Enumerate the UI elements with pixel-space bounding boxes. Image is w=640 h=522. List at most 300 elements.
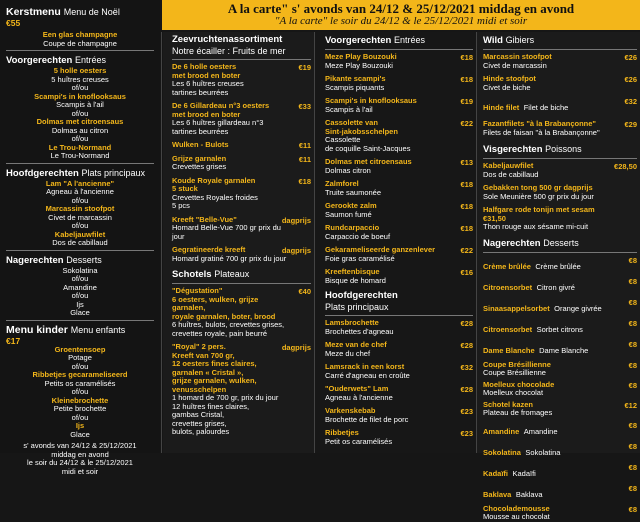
starter-item-translation: Foie gras caramélisé xyxy=(325,253,395,263)
fish-item-name: Gebakken tong 500 gr dagprijs xyxy=(483,183,593,192)
dessert-name: Dame Blanche xyxy=(483,345,535,355)
starter-item-name: Rundcarpaccio xyxy=(325,223,380,232)
plateau-item-name: Kreeft van 700 gr, xyxy=(172,350,235,360)
dessert-translation: Orange givrée xyxy=(554,303,602,313)
seafood-item-translation: tartines beurrées xyxy=(172,87,229,97)
seafood-item-name: met brood en boter xyxy=(172,109,241,119)
fish-item xyxy=(483,184,637,201)
dessert-item xyxy=(483,319,637,337)
starter-item-price: €16 xyxy=(460,268,473,277)
starter-item xyxy=(325,224,473,241)
starters-header-title: Voorgerechten xyxy=(325,35,392,46)
dessert-translation: Kadaïfi xyxy=(512,468,536,478)
hoofd-item-nl: Kabeljauwfilet xyxy=(54,229,106,239)
dessert-price: €8 xyxy=(628,441,637,451)
plateaux-header-title: Schotels xyxy=(172,269,212,280)
fish-item xyxy=(483,162,637,179)
dessert-header-subtitle: Desserts xyxy=(543,237,579,248)
dessert-name: Amandine xyxy=(483,426,520,436)
seafood-item-price: €11 xyxy=(298,154,311,164)
dessert-item xyxy=(483,256,637,274)
game-item-translation: Civet de biche xyxy=(483,82,531,92)
nager-list xyxy=(6,267,154,318)
dessert-item xyxy=(483,381,637,398)
dessert-price: €8 xyxy=(628,483,637,493)
main-item-price: €28 xyxy=(460,319,473,328)
dessert-price: €8 xyxy=(628,297,637,307)
dessert-line xyxy=(483,319,619,337)
hoofd-item-nl: Lam "A l'ancienne" xyxy=(45,178,115,188)
hoofdgerechten-header-subtitle: Plats principaux xyxy=(81,167,146,178)
dessert-price: €8 xyxy=(628,462,637,472)
starter-item-translation: Truite saumonée xyxy=(325,187,382,197)
hoofd-item-nl: Marcassin stoofpot xyxy=(45,204,115,213)
starter-item-price: €18 xyxy=(460,202,473,211)
divider xyxy=(6,163,154,164)
dessert-name: Sinaasappelsorbet xyxy=(483,303,550,313)
dessert-price: €8 xyxy=(628,255,637,265)
hoofd-item-fr: Agneau à l'ancienne xyxy=(46,187,114,196)
mains-title: Hoofdgerechten xyxy=(325,290,398,301)
main-item-translation: Petit os caramélisés xyxy=(325,436,393,446)
starter-item-translation: Bisque de homard xyxy=(325,275,386,285)
main-item xyxy=(325,319,473,336)
nagerechten-header-title: Nagerechten xyxy=(6,254,64,266)
plateau-item-translation: bulots, palourdes xyxy=(172,427,230,436)
dessert-line xyxy=(483,442,619,460)
dessert-translation: Baklava xyxy=(515,489,543,499)
dessert-line xyxy=(483,484,619,502)
seafood-item-translation: 5 pcs xyxy=(172,201,190,210)
plateau-item-translation: 1 homard de 700 gr, prix du jour xyxy=(172,393,279,402)
divider xyxy=(325,49,473,50)
starter-item-name: Pikante scampi's xyxy=(325,74,386,83)
banner-line-nl: A la carte" s' avonds van 24/12 & 25/12/2021 middag en avond xyxy=(227,1,575,16)
main-item-price: €28 xyxy=(460,341,473,350)
kinder-subtitle: Menu enfants xyxy=(70,324,126,335)
kinder-or: of/ou xyxy=(71,387,89,396)
footer-line: midi et soir xyxy=(61,466,99,476)
game-item-price: €26 xyxy=(624,75,637,84)
dessert-translation: Citron givré xyxy=(536,282,575,292)
kinder-price: €17 xyxy=(6,335,21,346)
starter-item-price: €19 xyxy=(460,97,473,106)
game-item-price: €29 xyxy=(624,120,637,129)
hoofdgerechten-header-title: Hoofdgerechten xyxy=(6,167,79,179)
kinder-item-fr: Petits os caramélisés xyxy=(44,378,116,388)
dessert-price: €8 xyxy=(628,318,637,328)
nager-item: of/ou xyxy=(71,291,89,300)
fish-item-translation: Thon rouge aux sésame mi-cuit xyxy=(483,222,589,231)
kinder-footer xyxy=(6,442,154,476)
starter-item-price: €13 xyxy=(460,158,473,167)
dessert-name: Moelleux chocolade xyxy=(483,379,555,389)
voor-item-nl: Dolmas met citroensaus xyxy=(36,117,124,126)
dessert-translation: Sorbet citrons xyxy=(536,324,583,334)
kinder-item-nl: Ijs xyxy=(75,421,85,430)
starter-item xyxy=(325,75,473,92)
main-item-translation: Brochette de filet de porc xyxy=(325,414,409,424)
starter-item-translation: de coquille Saint-Jacques xyxy=(325,143,411,153)
dessert-line xyxy=(483,277,619,295)
dessert-name: Baklava xyxy=(483,489,512,499)
starter-item-name: Gerookte zalm xyxy=(325,201,377,210)
main-item-translation: Meze du chef xyxy=(325,348,371,358)
seafood-item xyxy=(172,177,311,211)
divider xyxy=(6,250,154,251)
plateau-item-name: "Royal" 2 pers. xyxy=(172,342,226,351)
main-item-price: €23 xyxy=(460,429,473,438)
fish-item xyxy=(483,206,637,232)
seafood-item-name: Grijze garnalen xyxy=(172,153,227,163)
seafood-item-price: €19 xyxy=(298,63,311,72)
seafood-item-translation: Homard Belle-Vue 700 gr prix du jour xyxy=(172,223,281,241)
nager-item: Amandine xyxy=(63,282,97,292)
game-item-translation: Civet de marcassin xyxy=(483,60,547,70)
dessert-line xyxy=(483,421,619,439)
main-item-translation: Agneau à l'ancienne xyxy=(325,392,393,402)
dessert-name: Schotel kazen xyxy=(483,399,534,409)
plateau-item-translation: crevettes grises, xyxy=(172,418,227,428)
game-item-price: €26 xyxy=(624,53,637,62)
starter-item xyxy=(325,202,473,219)
nager-item: of/ou xyxy=(71,274,89,283)
starter-item-translation: Scampis à l'ail xyxy=(325,104,373,114)
dessert-name: Crème brûlée xyxy=(483,261,531,271)
main-item-name: Lamsrack in een korst xyxy=(325,362,405,371)
fish-item-name: Halfgare rode tonijn met sesam €31,50 xyxy=(483,205,595,223)
divider xyxy=(483,252,637,253)
banner-line-fr: "A la carte" le soir du 24/12 & le 25/12/2021 midi et soir xyxy=(274,15,528,27)
dessert-line xyxy=(483,256,619,274)
mains-subtitle: Plats principaux xyxy=(325,302,389,312)
voorgerechten-header-subtitle: Entrées xyxy=(74,55,107,65)
seafood-item xyxy=(172,246,311,263)
nagerechten-header-subtitle: Desserts xyxy=(66,254,102,265)
starter-item xyxy=(325,97,473,114)
dessert-item xyxy=(483,277,637,295)
divider xyxy=(483,49,637,50)
dessert-translation: Amandine xyxy=(523,426,558,436)
game-item-name: Fazantfilets "à la Brabançonne" xyxy=(483,119,596,128)
footer-line: le soir du 24/12 & le 25/12/2021 xyxy=(27,458,133,467)
starter-item-name: Kreeftenbisque xyxy=(325,267,380,276)
starters-header-subtitle: Entrées xyxy=(393,35,426,45)
fish-header-title: Visgerechten xyxy=(483,144,543,155)
starter-item-translation: Scampis piquants xyxy=(325,82,385,92)
plateaux-header xyxy=(172,268,311,281)
dessert-translation: Coupe Brésillienne xyxy=(483,368,546,377)
hoofdgerechten-header xyxy=(6,167,154,180)
footer-line: middag en avond xyxy=(51,449,109,459)
starter-item-translation: Cassolette xyxy=(325,135,361,144)
seafood-item-translation: Homard gratiné 700 gr prix du jour xyxy=(172,253,287,263)
starter-item xyxy=(325,268,473,285)
dessert-header-title: Nagerechten xyxy=(483,237,541,249)
plateaux-header-subtitle: Plateaux xyxy=(214,269,250,279)
voor-or: of/ou xyxy=(71,134,89,143)
nagerechten-header xyxy=(6,254,154,267)
voor-item-nl: Le Trou-Normand xyxy=(48,142,112,152)
starter-item-price: €22 xyxy=(460,119,473,128)
dessert-line xyxy=(483,463,619,481)
seafood-item xyxy=(172,141,311,150)
kerst-price: €55 xyxy=(6,18,21,28)
plateau-item-name: garnalen « Cristal », xyxy=(172,367,244,377)
game-item-name: Hinde stoofpot xyxy=(483,74,536,83)
game-item-name: Marcassin stoofpot xyxy=(483,52,552,61)
starter-item-price: €18 xyxy=(460,75,473,84)
dessert-name: Citroensorbet xyxy=(483,324,533,334)
starter-item xyxy=(325,119,473,153)
dessert-price: €8 xyxy=(628,339,637,349)
kinder-or: of/ou xyxy=(71,361,89,371)
seafood-item-name: De 6 holle oesters xyxy=(172,62,237,71)
main-item xyxy=(325,407,473,424)
main-item-price: €28 xyxy=(460,385,473,394)
game-header xyxy=(483,34,637,47)
seafood-item-translation: tartines beurrées xyxy=(172,126,229,136)
starter-item-translation: Saumon fumé xyxy=(325,209,372,219)
hoofd-item-fr: Dos de cabillaud xyxy=(52,238,108,247)
game-item-line xyxy=(483,97,619,115)
dessert-name: Kadaïfi xyxy=(483,468,509,478)
fish-item-price: €28,50 xyxy=(614,162,637,171)
game-header-subtitle: Gibiers xyxy=(505,35,535,45)
seafood-item-name: 5 stuck xyxy=(172,184,198,193)
kinder-list xyxy=(6,346,154,440)
starter-item xyxy=(325,53,473,70)
game-item-price: €32 xyxy=(624,97,637,106)
seafood-item xyxy=(172,155,311,172)
kinder-item-fr: Potage xyxy=(68,353,92,362)
plateau-item-translation: gambas Cristal, xyxy=(172,410,225,419)
game-item-translation: Filet de biche xyxy=(523,103,569,112)
main-item-name: Lamsbrochette xyxy=(325,318,379,327)
aperitif-nl: Een glas champagne xyxy=(42,30,118,39)
plateau-item-translation: crevettes royale, pain beurré xyxy=(172,328,268,338)
starter-item-name: Sint-jakobsschelpen xyxy=(325,126,398,136)
kinder-item-nl: Groentensoep xyxy=(54,344,106,354)
starters-header xyxy=(325,34,473,47)
dessert-line xyxy=(483,340,619,358)
fish-header xyxy=(483,143,637,156)
seafood-item-price: €33 xyxy=(298,102,311,111)
dessert-price: €8 xyxy=(628,420,637,430)
plateau-item-name: "Dégustation" xyxy=(172,286,223,295)
kinder-item-nl: Ribbetjes gecarameliseerd xyxy=(32,370,128,379)
main-item-name: "Ouderwets" Lam xyxy=(325,384,389,393)
divider xyxy=(325,315,473,316)
dessert-item xyxy=(483,298,637,316)
main-item xyxy=(325,385,473,402)
dessert-item xyxy=(483,463,637,481)
plateau-item xyxy=(172,343,311,437)
seafood-subtitle: Notre écailler : Fruits de mer xyxy=(172,46,286,56)
dessert-price: €8 xyxy=(628,380,637,390)
starter-item xyxy=(325,158,473,175)
kinder-title: Menu kinder xyxy=(6,323,68,336)
starters-mains-column xyxy=(315,32,476,453)
divider xyxy=(172,59,311,60)
aperitif xyxy=(6,31,154,48)
seafood-item-name: Koude Royale garnalen xyxy=(172,175,256,185)
seafood-item-name: Kreeft "Belle-Vue" xyxy=(172,214,237,224)
dessert-item xyxy=(483,505,637,522)
plateau-item-name: 12 oesters fines claires, xyxy=(172,359,257,368)
voor-list xyxy=(6,67,154,161)
starter-item-name: Meze Play Bouzouki xyxy=(325,52,397,61)
voor-item-nl: Scampi's in knoflooksaus xyxy=(34,91,126,101)
fish-header-subtitle: Poissons xyxy=(545,144,582,154)
plateau-item xyxy=(172,287,311,338)
seafood-item-price: €11 xyxy=(298,141,311,150)
seafood-item-translation: Crevettes Royales froides xyxy=(172,192,258,202)
dessert-translation: Dame Blanche xyxy=(539,345,589,355)
main-item xyxy=(325,429,473,446)
starter-item-price: €18 xyxy=(460,53,473,62)
divider xyxy=(6,320,154,321)
voorgerechten-header-title: Voorgerechten xyxy=(6,55,73,66)
kinder-header xyxy=(6,324,154,336)
footer-line: s' avonds van 24/12 & 25/12/2021 xyxy=(23,441,137,450)
starter-item-price: €18 xyxy=(460,180,473,189)
dessert-item xyxy=(483,484,637,502)
seafood-item-price: dagprijs xyxy=(281,215,311,225)
dessert-name: Chocolademousse xyxy=(483,503,550,513)
starter-item-price: €18 xyxy=(460,224,473,233)
starter-item-translation: Meze Play Bouzouki xyxy=(325,60,393,70)
starter-item-name: Scampi's in knoflooksaus xyxy=(325,96,417,105)
starter-item xyxy=(325,246,473,263)
seafood-title: Zeevruchtenassortiment xyxy=(172,34,283,45)
dessert-price: €8 xyxy=(628,360,637,370)
main-item-price: €32 xyxy=(460,363,473,372)
plateau-item-price: €40 xyxy=(298,287,311,296)
hoofd-list xyxy=(6,180,154,248)
dessert-translation: Moelleux chocolat xyxy=(483,388,544,397)
date-banner xyxy=(162,0,640,30)
dessert-translation: Crème brûlée xyxy=(535,261,581,271)
hoofd-or: of/ou xyxy=(71,221,89,230)
dessert-translation: Plateau de fromages xyxy=(483,408,553,417)
voor-item-fr: Le Trou-Normand xyxy=(50,151,110,160)
main-item-translation: Carré d'agneau en croûte xyxy=(325,370,410,380)
plateau-item-price: dagprijs xyxy=(281,343,311,352)
seafood-item xyxy=(172,63,311,97)
voor-item-fr: Scampis à l'ail xyxy=(56,100,104,109)
main-item-name: Varkenskebab xyxy=(325,406,376,415)
main-item-price: €23 xyxy=(460,407,473,416)
plateau-item-name: 6 oesters, wulken, grijze garnalen, xyxy=(172,294,259,312)
dessert-name: Coupe Brésillienne xyxy=(483,359,551,369)
fish-item-translation: Sole Meunière 500 gr prix du jour xyxy=(483,191,594,201)
starter-item-translation: Dolmas citron xyxy=(325,165,371,175)
dessert-item xyxy=(483,340,637,358)
main-item xyxy=(325,363,473,380)
voor-item-fr: 5 huîtres creuses xyxy=(51,74,109,84)
starter-item-name: Gekarameliseerde ganzenlever xyxy=(325,245,436,254)
game-item xyxy=(483,75,637,92)
starter-item-name: Zalmforel xyxy=(325,179,359,188)
seafood-item-translation: Les 6 huîtres gillardeau n°3 xyxy=(172,118,264,127)
dessert-line xyxy=(483,298,619,316)
dessert-item xyxy=(483,361,637,378)
kerst-title: Kerstmenu xyxy=(6,6,61,18)
seafood-item-price: dagprijs xyxy=(281,246,311,255)
dessert-translation: Sokolatina xyxy=(525,447,561,457)
seafood-item-translation: Crevettes grises xyxy=(172,162,227,171)
seafood-item-name: De 6 Gillardeau n°3 oesters xyxy=(172,101,270,110)
plateau-item-translation: 6 huîtres, bulots, crevettes grises, xyxy=(172,320,285,329)
dessert-name: Citroensorbet xyxy=(483,282,533,292)
starter-item-name: Dolmas met citroensaus xyxy=(325,157,412,166)
game-item xyxy=(483,97,637,115)
game-fish-desserts-column xyxy=(477,32,640,521)
dessert-item xyxy=(483,442,637,460)
divider xyxy=(483,158,637,159)
voor-item-fr: Dolmas au citron xyxy=(51,125,109,135)
hoofd-item-fr: Civet de marcassin xyxy=(48,212,112,222)
seafood-item-name: Gegratineerde kreeft xyxy=(172,245,246,254)
plateau-item-translation: 12 huîtres fines claires, xyxy=(172,401,250,411)
kerst-subtitle: Menu de Noël xyxy=(63,7,120,17)
kinder-or: of/ou xyxy=(71,412,89,422)
dessert-price: €12 xyxy=(624,400,637,410)
voor-or: of/ou xyxy=(71,108,89,118)
main-item xyxy=(325,341,473,358)
plateau-item-name: royale garnalen, boter, brood xyxy=(172,311,276,321)
seafood-item-name: met brood en boter xyxy=(172,70,241,80)
game-item-name: Hinde filet xyxy=(483,103,520,112)
main-item-translation: Brochettes d'agneau xyxy=(325,326,394,336)
voor-or: of/ou xyxy=(71,83,89,92)
divider xyxy=(6,50,154,51)
seafood-column xyxy=(163,32,314,453)
fish-item-name: Kabeljauwfilet xyxy=(483,161,534,170)
starter-item-price: €22 xyxy=(460,246,473,255)
seafood-item-name: Wulken - Bulots xyxy=(172,140,229,149)
game-item xyxy=(483,53,637,70)
seafood-item xyxy=(172,102,311,136)
nager-item: Sokolatina xyxy=(62,265,98,275)
nager-item: Ijs xyxy=(76,299,84,309)
game-item-translation: Filets de faisan "à la Brabançonne" xyxy=(483,127,600,137)
hoofd-or: of/ou xyxy=(71,195,89,205)
fish-item-translation: Dos de cabillaud xyxy=(483,169,539,179)
starter-item xyxy=(325,180,473,197)
aperitif-fr: Coupe de champagne xyxy=(43,38,117,48)
starter-item-name: Cassolette van xyxy=(325,118,378,127)
kinder-item-nl: Kleinebrochette xyxy=(51,395,109,405)
dessert-price: €8 xyxy=(628,276,637,286)
voor-item-nl: 5 holle oesters xyxy=(53,66,107,75)
divider xyxy=(172,283,311,284)
column-divider xyxy=(161,32,162,453)
kerst-header xyxy=(6,6,154,18)
nager-item: Glace xyxy=(70,308,90,317)
seafood-item xyxy=(172,216,311,242)
plateau-item-name: grijze garnalen, wulken, xyxy=(172,376,257,385)
kinder-item-fr: Glace xyxy=(70,429,90,439)
dessert-translation: Mousse au chocolat xyxy=(483,512,550,521)
seafood-item-price: €18 xyxy=(298,176,311,186)
plateau-item-name: venusschelpen xyxy=(172,384,227,394)
starter-item-translation: Carpaccio de boeuf xyxy=(325,231,391,241)
dessert-item xyxy=(483,401,637,418)
christmas-menu-column xyxy=(0,0,160,476)
game-item xyxy=(483,120,637,137)
